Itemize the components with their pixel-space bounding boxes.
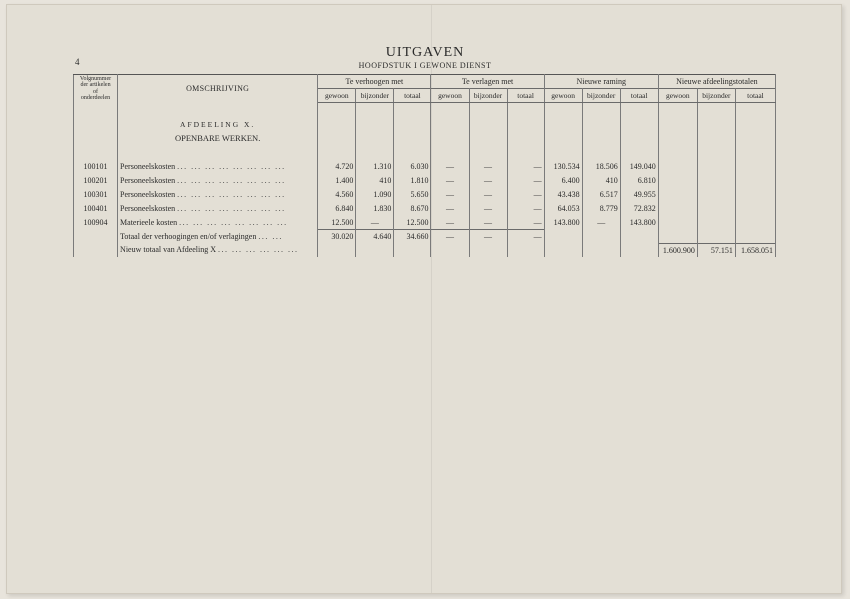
total-down-gewoon: — bbox=[431, 230, 469, 244]
cell-down-totaal: — bbox=[507, 173, 544, 187]
cell-new-bijzonder: — bbox=[582, 215, 620, 230]
cell-down-bijzonder: — bbox=[469, 215, 507, 230]
table-row bbox=[74, 187, 776, 201]
subheader-totaal: totaal bbox=[394, 89, 431, 103]
new-total-totaal: 1.658.051 bbox=[735, 243, 775, 257]
subheader-bijzonder: bijzonder bbox=[356, 89, 394, 103]
cell-down-gewoon: — bbox=[431, 201, 469, 215]
subheader-gewoon: gewoon bbox=[544, 89, 582, 103]
page-subtitle: HOOFDSTUK I GEWONE DIENST bbox=[358, 61, 492, 70]
column-header-volgnummer: Volgnummer der artikelen of onderdeelen bbox=[74, 75, 118, 103]
table-row bbox=[74, 159, 776, 173]
subheader-gewoon: gewoon bbox=[318, 89, 356, 103]
cell-new-gewoon: 64.053 bbox=[544, 201, 582, 215]
cell-up-totaal: 6.030 bbox=[394, 159, 431, 173]
cell-new-gewoon: 143.800 bbox=[544, 215, 582, 230]
cell-new-totaal: 143.800 bbox=[620, 215, 658, 230]
cell-down-gewoon: — bbox=[431, 187, 469, 201]
section-subtitle: OPENBARE WERKEN. bbox=[118, 131, 318, 145]
budget-table bbox=[73, 74, 776, 257]
subheader-gewoon: gewoon bbox=[431, 89, 469, 103]
new-total-bijzonder: 57.151 bbox=[697, 243, 735, 257]
cell-up-gewoon: 4.720 bbox=[318, 159, 356, 173]
cell-down-totaal: — bbox=[507, 201, 544, 215]
subheader-gewoon: gewoon bbox=[658, 89, 697, 103]
cell-down-bijzonder: — bbox=[469, 159, 507, 173]
cell-new-bijzonder: 6.517 bbox=[582, 187, 620, 201]
cell-new-gewoon: 43.438 bbox=[544, 187, 582, 201]
total-up-gewoon: 30.020 bbox=[318, 230, 356, 244]
column-group-te-verlagen: Te verlagen met bbox=[431, 75, 544, 89]
totals-label: Totaal der verhoogingen en/of verlagingen ... ... bbox=[118, 230, 318, 244]
page-title: UITGAVEN bbox=[385, 45, 465, 60]
new-total-row bbox=[74, 243, 776, 257]
row-description: Personeelskosten ... ... ... ... ... ... ... ... bbox=[118, 159, 318, 173]
row-description: Personeelskosten ... ... ... ... ... ... ... ... bbox=[118, 173, 318, 187]
column-group-nieuwe-afdeelingstotalen: Nieuwe afdeelingstotalen bbox=[658, 75, 775, 89]
subheader-bijzonder: bijzonder bbox=[697, 89, 735, 103]
cell-down-gewoon: — bbox=[431, 173, 469, 187]
row-code: 100201 bbox=[74, 173, 118, 187]
section-title: AFDEELING X. bbox=[118, 117, 318, 131]
cell-new-bijzonder: 8.779 bbox=[582, 201, 620, 215]
subheader-totaal: totaal bbox=[620, 89, 658, 103]
table-row bbox=[74, 201, 776, 215]
subheader-bijzonder: bijzonder bbox=[582, 89, 620, 103]
total-down-totaal: — bbox=[507, 230, 544, 244]
cell-up-totaal: 12.500 bbox=[394, 215, 431, 230]
total-down-bijzonder: — bbox=[469, 230, 507, 244]
cell-up-bijzonder: 410 bbox=[356, 173, 394, 187]
row-code: 100904 bbox=[74, 215, 118, 230]
new-total-gewoon: 1.600.900 bbox=[658, 243, 697, 257]
cell-down-bijzonder: — bbox=[469, 173, 507, 187]
cell-up-gewoon: 4.560 bbox=[318, 187, 356, 201]
page-number: 4 bbox=[75, 57, 80, 67]
row-code: 100101 bbox=[74, 159, 118, 173]
cell-up-totaal: 1.810 bbox=[394, 173, 431, 187]
cell-up-bijzonder: — bbox=[356, 215, 394, 230]
cell-down-gewoon: — bbox=[431, 215, 469, 230]
cell-up-gewoon: 12.500 bbox=[318, 215, 356, 230]
table-row bbox=[74, 173, 776, 187]
column-header-omschrijving: OMSCHRIJVING bbox=[118, 75, 318, 103]
total-up-bijzonder: 4.640 bbox=[356, 230, 394, 244]
cell-up-bijzonder: 1.090 bbox=[356, 187, 394, 201]
cell-new-totaal: 149.040 bbox=[620, 159, 658, 173]
cell-new-gewoon: 130.534 bbox=[544, 159, 582, 173]
cell-up-totaal: 5.650 bbox=[394, 187, 431, 201]
cell-down-bijzonder: — bbox=[469, 187, 507, 201]
cell-down-totaal: — bbox=[507, 215, 544, 230]
row-description: Materieele kosten ... ... ... ... ... ... ... ... bbox=[118, 215, 318, 230]
subheader-totaal: totaal bbox=[507, 89, 544, 103]
row-description: Personeelskosten ... ... ... ... ... ... ... ... bbox=[118, 201, 318, 215]
cell-up-bijzonder: 1.310 bbox=[356, 159, 394, 173]
cell-new-totaal: 49.955 bbox=[620, 187, 658, 201]
cell-up-totaal: 8.670 bbox=[394, 201, 431, 215]
cell-up-gewoon: 6.840 bbox=[318, 201, 356, 215]
totals-row bbox=[74, 230, 776, 244]
cell-up-gewoon: 1.400 bbox=[318, 173, 356, 187]
cell-new-bijzonder: 410 bbox=[582, 173, 620, 187]
cell-down-gewoon: — bbox=[431, 159, 469, 173]
new-total-label: Nieuw totaal van Afdeeling X ... ... ... ... ... ... bbox=[118, 243, 318, 257]
subheader-bijzonder: bijzonder bbox=[469, 89, 507, 103]
subheader-totaal: totaal bbox=[735, 89, 775, 103]
cell-new-gewoon: 6.400 bbox=[544, 173, 582, 187]
total-up-totaal: 34.660 bbox=[394, 230, 431, 244]
row-code: 100301 bbox=[74, 187, 118, 201]
table-row bbox=[74, 215, 776, 230]
cell-new-totaal: 6.810 bbox=[620, 173, 658, 187]
cell-new-bijzonder: 18.506 bbox=[582, 159, 620, 173]
cell-up-bijzonder: 1.830 bbox=[356, 201, 394, 215]
cell-down-totaal: — bbox=[507, 159, 544, 173]
cell-down-bijzonder: — bbox=[469, 201, 507, 215]
column-group-nieuwe-raming: Nieuwe raming bbox=[544, 75, 658, 89]
cell-new-totaal: 72.832 bbox=[620, 201, 658, 215]
cell-down-totaal: — bbox=[507, 187, 544, 201]
row-code: 100401 bbox=[74, 201, 118, 215]
column-group-te-verhoogen: Te verhoogen met bbox=[318, 75, 431, 89]
row-description: Personeelskosten ... ... ... ... ... ... ... ... bbox=[118, 187, 318, 201]
